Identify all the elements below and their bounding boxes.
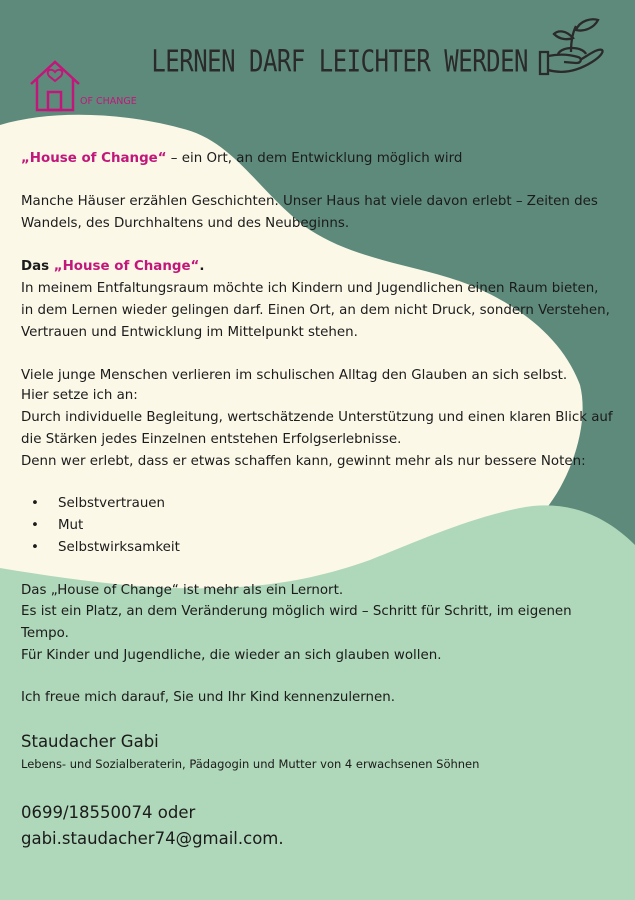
- plant-in-hand-icon: [536, 14, 608, 82]
- brand-name: „House of Change“: [21, 151, 167, 166]
- para3-line-4: Für Kinder und Jugendliche, die wieder an sich glauben wollen.: [21, 648, 442, 663]
- para3-line-3: Tempo.: [21, 626, 69, 641]
- section-heading-suffix: .: [199, 259, 205, 274]
- intro-line: [21, 148, 462, 170]
- para2-line-1: Viele junge Menschen verlieren im schulischen Alltag den Glauben an sich selbst.: [21, 368, 568, 383]
- para3-line-1: Das „House of Change“ ist mehr als ein Lernort.: [21, 583, 344, 598]
- section-line-1: In meinem Entfaltungsraum möchte ich Kindern und Jugendlichen einen Raum bieten,: [21, 281, 599, 296]
- para2-line-4: die Stärken jedes Einzelnen entstehen Erfolgserlebnisse.: [21, 432, 402, 447]
- section-heading: [21, 256, 204, 278]
- list-item-text: Mut: [58, 518, 84, 533]
- para2-line-2: Hier setze ich an:: [21, 388, 138, 403]
- section-heading-brand: „House of Change“: [53, 259, 200, 274]
- slogan-heading: LERNEN DARF LEICHTER WERDEN: [151, 44, 528, 79]
- para2-line-5: Denn wer erlebt, dass er etwas schaffen kann, gewinnt mehr als nur bessere Noten:: [21, 454, 586, 469]
- contact-phone[interactable]: 0699/18550074 oder: [21, 803, 196, 822]
- list-item-text: Selbstvertrauen: [58, 496, 166, 511]
- signature-role: Lebens- und Sozialberaterin, Pädagogin und Mutter von 4 erwachsenen Söhnen: [21, 757, 480, 771]
- closing-line: Ich freue mich darauf, Sie und Ihr Kind kennenzulernen.: [21, 690, 396, 705]
- para2-line-3: Durch individuelle Begleitung, wertschätzende Unterstützung und einen klaren Blick auf: [21, 410, 613, 425]
- section-line-3: Vertrauen und Entwicklung im Mittelpunkt stehen.: [21, 325, 358, 340]
- list-item-text: Selbstwirksamkeit: [58, 540, 180, 555]
- logo-text: OF CHANGE: [80, 96, 137, 107]
- house-logo-icon: [28, 54, 83, 114]
- story-line-2: Wandels, des Durchhaltens und des Neubeginns.: [21, 216, 350, 231]
- story-line-1: Manche Häuser erzählen Geschichten. Unser Haus hat viele davon erlebt – Zeiten des: [21, 194, 598, 209]
- contact-email[interactable]: gabi.staudacher74@gmail.com.: [21, 829, 284, 848]
- intro-text: – ein Ort, an dem Entwicklung möglich wird: [166, 151, 463, 166]
- signature-name: Staudacher Gabi: [21, 732, 159, 751]
- section-heading-prefix: Das: [21, 259, 54, 274]
- para3-line-2: Es ist ein Platz, an dem Veränderung möglich wird – Schritt für Schritt, im eigenen: [21, 604, 572, 619]
- section-line-2: in dem Lernen wieder gelingen darf. Einen Ort, an dem nicht Druck, sondern Verstehen,: [21, 303, 610, 318]
